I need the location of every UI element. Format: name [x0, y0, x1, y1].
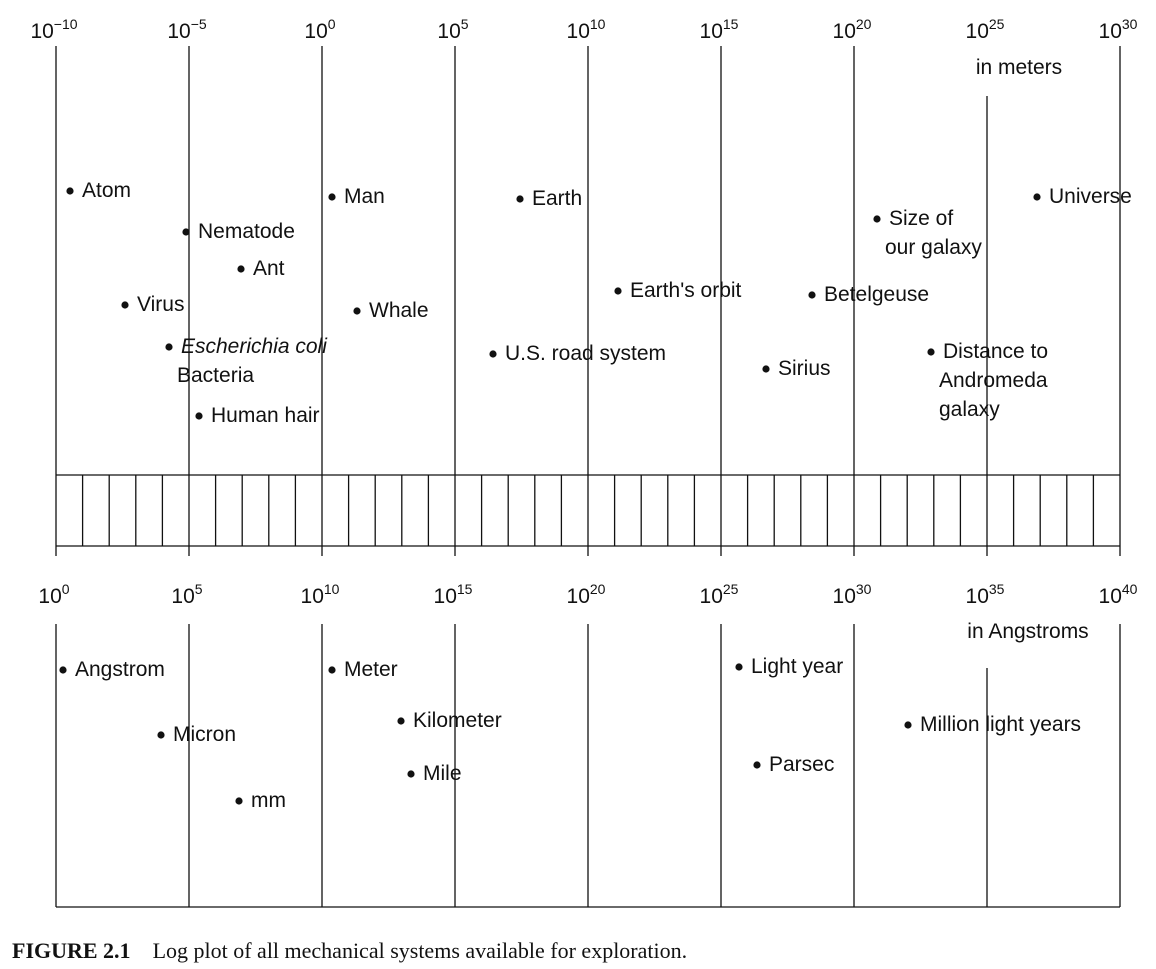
top-unit-label: in meters	[975, 56, 1063, 79]
item-label	[762, 357, 830, 380]
item-text: Escherichia coli	[181, 335, 327, 358]
item-dot	[328, 666, 335, 673]
item-label	[753, 753, 834, 776]
item-dot	[237, 265, 244, 272]
tick-label	[304, 16, 335, 43]
item-dot	[489, 350, 496, 357]
tick-label	[30, 16, 77, 43]
tick-label	[167, 16, 207, 43]
item-label	[237, 257, 284, 280]
bottom-axis-ticks	[38, 581, 1137, 608]
tick-exponent: 30	[855, 581, 872, 597]
caption-label: FIGURE 2.1	[12, 938, 131, 963]
tick-base: 10	[832, 585, 856, 608]
item-dot	[753, 761, 760, 768]
tick-label	[833, 16, 872, 43]
tick-label	[1099, 581, 1138, 608]
item-text: Kilometer	[413, 709, 502, 732]
tick-label	[38, 581, 69, 608]
item-label	[808, 283, 929, 306]
tick-base: 10	[699, 20, 723, 43]
item-dot	[735, 663, 742, 670]
tick-base: 10	[304, 20, 328, 43]
item-text: Distance to	[943, 340, 1049, 363]
tick-base: 10	[965, 585, 989, 608]
item-dot	[165, 343, 172, 350]
tick-base: 10	[832, 20, 856, 43]
item-text: Ant	[253, 257, 285, 280]
tick-label	[700, 16, 739, 43]
tick-exponent: 25	[988, 16, 1005, 32]
item-text: Human hair	[211, 404, 320, 427]
item-text: Man	[344, 185, 385, 208]
item-dot	[328, 193, 335, 200]
item-label	[1033, 185, 1131, 208]
tick-exponent: 40	[1121, 581, 1138, 597]
item-text: Meter	[344, 658, 398, 681]
item-text: Universe	[1049, 185, 1132, 208]
item-label	[157, 723, 236, 746]
bottom-items	[59, 655, 1081, 812]
item-text: Size of	[889, 207, 954, 230]
tick-base: 10	[566, 20, 590, 43]
item-dot	[873, 215, 880, 222]
tick-base: 10	[699, 585, 723, 608]
item-label	[489, 342, 666, 365]
item-text: Atom	[82, 179, 132, 202]
item-text: Virus	[137, 293, 185, 316]
item-text: Mile	[423, 762, 462, 785]
item-label	[407, 762, 461, 785]
figure-frame	[56, 46, 1120, 907]
item-text: Micron	[173, 723, 237, 746]
caption-text: Log plot of all mechanical systems available for exploration.	[152, 938, 688, 963]
item-label	[182, 220, 294, 243]
tick-exponent: 0	[327, 16, 336, 32]
item-dot	[235, 797, 242, 804]
item-text: Earth	[532, 187, 583, 210]
item-dot	[808, 291, 815, 298]
tick-label	[301, 581, 340, 608]
item-label	[397, 709, 501, 732]
tick-exponent: 5	[460, 16, 469, 32]
item-label	[904, 713, 1081, 736]
item-dot	[407, 770, 414, 777]
item-label	[927, 340, 1048, 421]
bottom-unit-label: in Angstroms	[967, 620, 1089, 643]
item-text: Whale	[369, 299, 429, 322]
item-dot	[927, 348, 934, 355]
item-label	[353, 299, 428, 322]
tick-exponent: 20	[589, 581, 606, 597]
tick-exponent: 25	[722, 581, 739, 597]
tick-base: 10	[300, 585, 324, 608]
item-text: Earth's orbit	[630, 279, 742, 302]
item-dot	[66, 187, 73, 194]
tick-exponent: 5	[194, 581, 203, 597]
tick-exponent: −10	[53, 16, 78, 32]
item-text: U.S. road system	[505, 342, 667, 365]
item-dot	[614, 287, 621, 294]
item-label	[516, 187, 582, 210]
tick-base: 10	[30, 20, 54, 43]
tick-label	[1099, 16, 1138, 43]
item-dot	[904, 721, 911, 728]
tick-base: 10	[167, 20, 191, 43]
item-label	[873, 207, 982, 259]
item-dot	[195, 412, 202, 419]
tick-base: 10	[1098, 20, 1122, 43]
tick-base: 10	[38, 585, 62, 608]
item-text: Angstrom	[75, 658, 165, 681]
item-dot	[59, 666, 66, 673]
item-label	[59, 658, 164, 681]
top-axis-ticks	[30, 16, 1137, 43]
tick-exponent: 10	[323, 581, 340, 597]
tick-exponent: 0	[61, 581, 70, 597]
item-dot	[121, 301, 128, 308]
item-text: Bacteria	[177, 364, 255, 387]
item-text: mm	[251, 789, 286, 812]
item-text: Million light years	[920, 713, 1082, 736]
item-label	[66, 179, 131, 202]
item-dot	[1033, 193, 1040, 200]
item-label	[735, 655, 843, 678]
item-label	[165, 335, 328, 387]
top-items	[66, 179, 1131, 427]
item-text: Sirius	[778, 357, 831, 380]
tick-exponent: 20	[855, 16, 872, 32]
tick-label	[567, 581, 606, 608]
tick-label	[966, 16, 1005, 43]
figure-caption	[12, 938, 687, 964]
item-text: our galaxy	[885, 236, 982, 259]
item-dot	[353, 307, 360, 314]
item-dot	[762, 365, 769, 372]
item-text: Betelgeuse	[824, 283, 930, 306]
tick-base: 10	[433, 585, 457, 608]
item-label	[121, 293, 184, 316]
tick-base: 10	[566, 585, 590, 608]
item-dot	[516, 195, 523, 202]
tick-exponent: 15	[722, 16, 739, 32]
tick-base: 10	[965, 20, 989, 43]
item-text: Light year	[751, 655, 844, 678]
item-text: Nematode	[198, 220, 295, 243]
item-label	[614, 279, 741, 302]
item-text: Parsec	[769, 753, 835, 776]
tick-exponent: −5	[190, 16, 207, 32]
tick-exponent: 10	[589, 16, 606, 32]
item-dot	[157, 731, 164, 738]
tick-exponent: 35	[988, 581, 1005, 597]
tick-label	[966, 581, 1005, 608]
item-text: Andromeda	[939, 369, 1048, 392]
item-label	[235, 789, 286, 812]
tick-base: 10	[437, 20, 461, 43]
item-dot	[182, 228, 189, 235]
item-label	[195, 404, 319, 427]
tick-label	[700, 581, 739, 608]
item-text: galaxy	[939, 398, 1000, 421]
tick-label	[171, 581, 202, 608]
item-dot	[397, 717, 404, 724]
tick-base: 10	[171, 585, 195, 608]
tick-label	[437, 16, 468, 43]
tick-exponent: 30	[1121, 16, 1138, 32]
tick-base: 10	[1098, 585, 1122, 608]
tick-label	[434, 581, 473, 608]
item-label	[328, 658, 397, 681]
tick-label	[567, 16, 606, 43]
tick-exponent: 15	[456, 581, 473, 597]
item-label	[328, 185, 384, 208]
tick-label	[833, 581, 872, 608]
